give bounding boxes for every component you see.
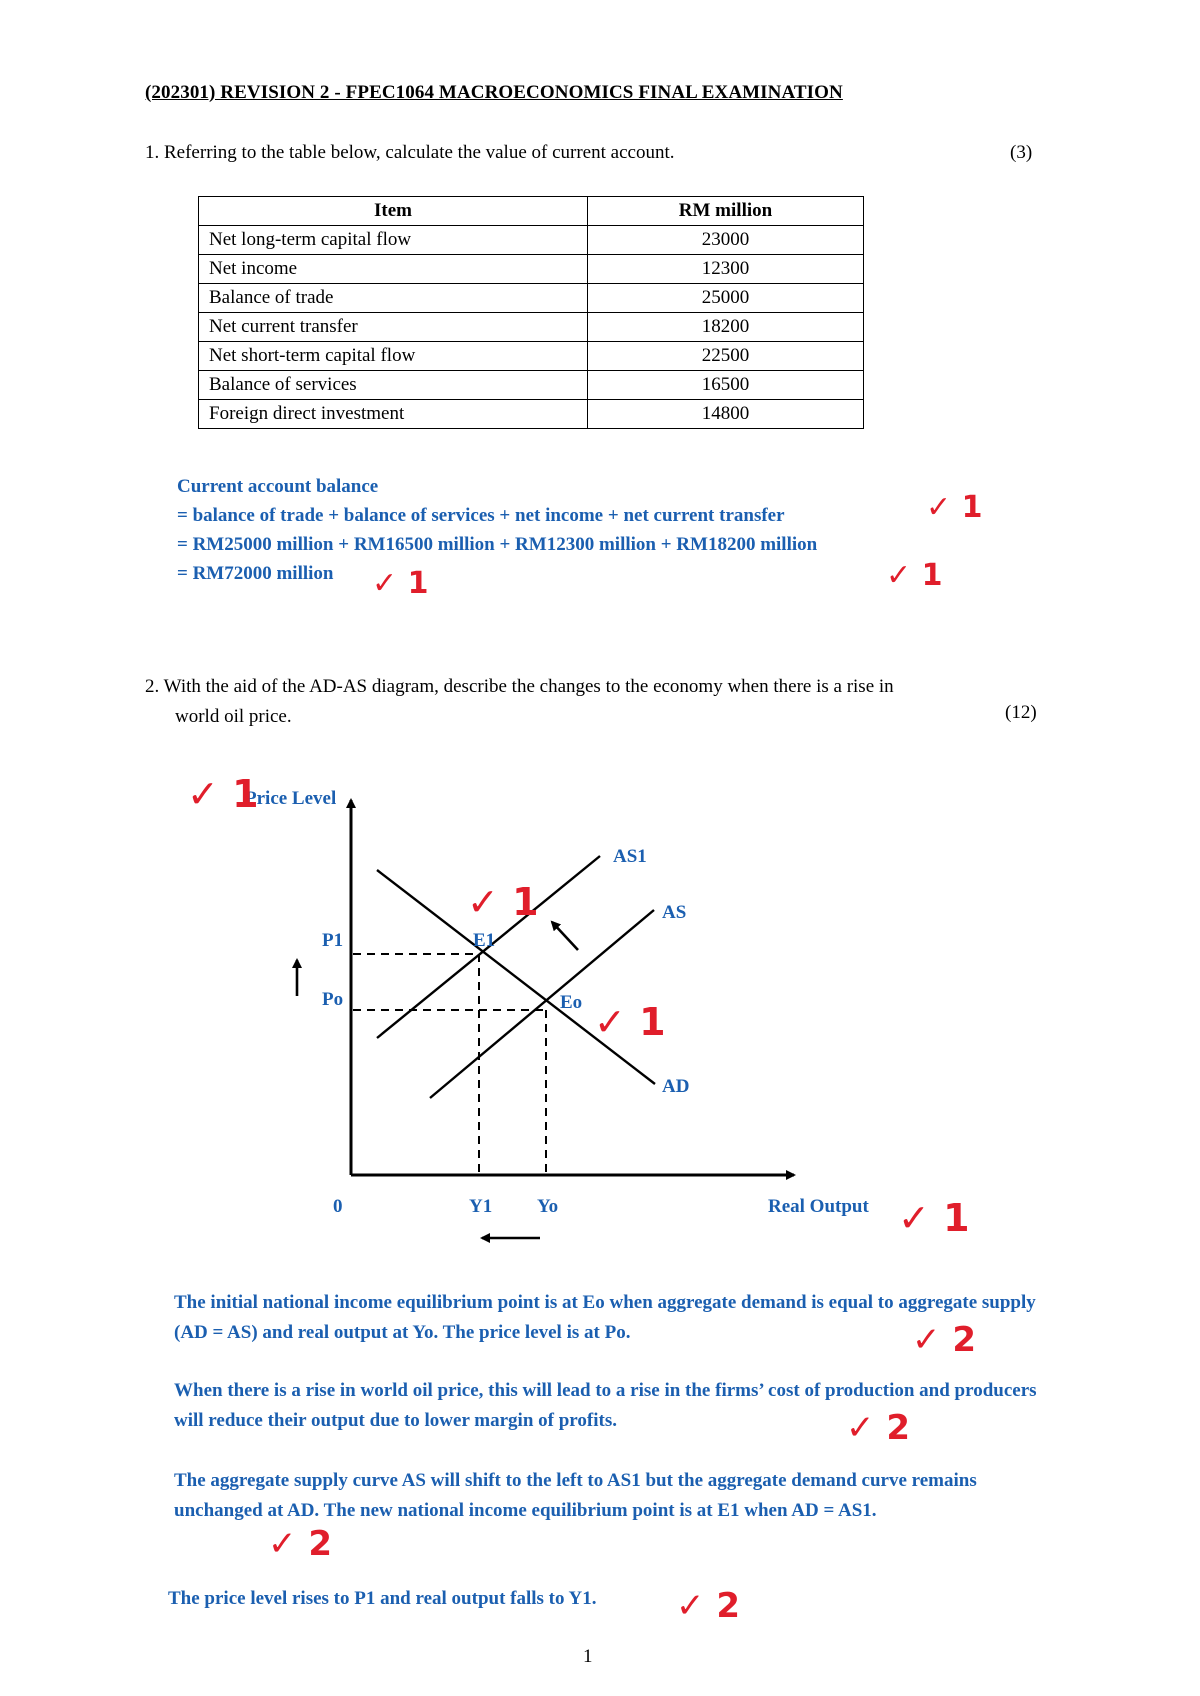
column-header-item: Item — [199, 197, 588, 226]
e1-label: E1 — [473, 930, 496, 951]
row-value: 23000 — [588, 226, 864, 255]
row-item: Balance of trade — [199, 284, 588, 313]
question-2-text-line2: world oil price. — [175, 706, 292, 727]
as1-label: AS1 — [613, 846, 647, 867]
row-value: 12300 — [588, 255, 864, 284]
q2-answer-paragraph-4: The price level rises to P1 and real output falls to Y1. — [168, 1588, 597, 1609]
row-value: 14800 — [588, 400, 864, 429]
question-1-text: Referring to the table below, calculate the value of current account. — [164, 142, 675, 163]
row-value: 25000 — [588, 284, 864, 313]
question-2-marks: (12) — [1005, 702, 1037, 723]
row-value: 22500 — [588, 342, 864, 371]
p0-label: Po — [322, 989, 344, 1010]
grading-tick-mark: ✓ 1 — [372, 566, 429, 601]
q2-answer-paragraph-3: The aggregate supply curve AS will shift to the left to AS1 but the aggregate demand curve remains unchanged at AD. The new national income equilibrium point is at E1 when AD = AS1. — [174, 1470, 977, 1521]
origin-label: 0 — [333, 1196, 343, 1217]
page-number: 1 — [583, 1646, 593, 1667]
question-1-number: 1. — [145, 142, 160, 163]
grading-tick-mark: ✓ 2 — [912, 1320, 976, 1360]
column-header-rm-million: RM million — [588, 197, 864, 226]
answer-line-result: = RM72000 million — [177, 563, 334, 584]
p1-label: P1 — [322, 930, 344, 951]
grading-tick-mark: ✓ 2 — [846, 1408, 910, 1448]
as-label: AS — [662, 902, 687, 923]
answer-line-substitution: = RM25000 million + RM16500 million + RM12300 million + RM18200 million — [177, 534, 818, 555]
q2-answer-paragraph-2: When there is a rise in world oil price, this will lead to a rise in the firms’ cost of production and producers will reduce their output due to lower margin of profits. — [174, 1380, 1037, 1431]
row-item: Net long-term capital flow — [199, 226, 588, 255]
grading-tick-mark: ✓ 1 — [594, 1000, 666, 1044]
e0-label: Eo — [560, 992, 583, 1013]
grading-tick-mark: ✓ 1 — [886, 558, 943, 593]
answer-line-heading: Current account balance — [177, 476, 379, 497]
row-item: Foreign direct investment — [199, 400, 588, 429]
page-title: (202301) REVISION 2 - FPEC1064 MACROECONOMICS FINAL EXAMINATION — [145, 82, 843, 103]
grading-tick-mark: ✓ 2 — [268, 1524, 332, 1564]
y0-label: Yo — [537, 1196, 559, 1217]
grading-tick-mark: ✓ 1 — [187, 772, 259, 816]
shift-left-arrow — [552, 922, 578, 950]
row-item: Net current transfer — [199, 313, 588, 342]
q2-answer-paragraph-1: The initial national income equilibrium point is at Eo when aggregate demand is equal to aggregate supply (AD = AS) and real output at Yo. The price level is at Po. — [174, 1292, 1036, 1343]
y1-label: Y1 — [469, 1196, 493, 1217]
answer-line-formula: = balance of trade + balance of services + net income + net current transfer — [177, 505, 785, 526]
question-1-marks: (3) — [1010, 142, 1033, 163]
ad-label: AD — [662, 1076, 690, 1097]
grading-tick-mark: ✓ 1 — [898, 1196, 970, 1240]
row-item: Net income — [199, 255, 588, 284]
row-value: 18200 — [588, 313, 864, 342]
row-value: 16500 — [588, 371, 864, 400]
question-2-text-line1: With the aid of the AD-AS diagram, describe the changes to the economy when there is a rise in — [163, 676, 894, 697]
y-axis-label: Price Level — [245, 788, 337, 809]
grading-tick-mark: ✓ 1 — [926, 490, 983, 525]
x-axis-label: Real Output — [768, 1196, 869, 1217]
row-item: Net short-term capital flow — [199, 342, 588, 371]
grading-tick-mark: ✓ 1 — [467, 880, 539, 924]
row-item: Balance of services — [199, 371, 588, 400]
grading-tick-mark: ✓ 2 — [676, 1586, 740, 1626]
question-2-number: 2. — [145, 676, 160, 697]
